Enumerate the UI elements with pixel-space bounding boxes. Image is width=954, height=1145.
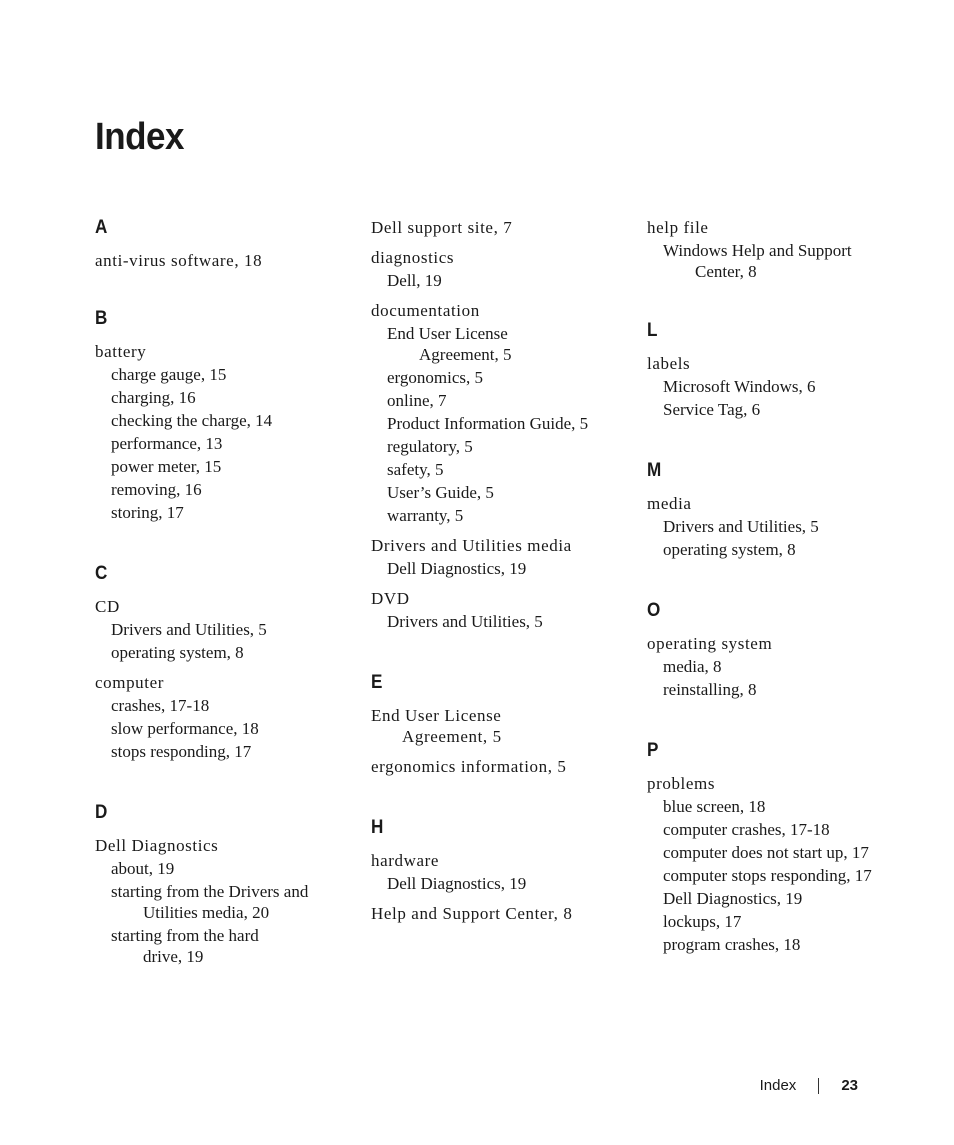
index-subentry: lockups, 17 — [663, 912, 742, 931]
index-subentry: Dell, 19 — [387, 271, 442, 290]
index-subentry: Microsoft Windows, 6 — [663, 377, 816, 396]
index-entry: Dell Diagnostics — [95, 836, 219, 855]
index-subentry: charging, 16 — [111, 388, 196, 407]
section-letter: C — [95, 563, 108, 584]
page-number: 23 — [841, 1077, 858, 1094]
index-subentry: computer stops responding, 17 — [663, 866, 872, 885]
index-entry: documentation — [371, 301, 480, 320]
index-entry: diagnostics — [371, 248, 455, 267]
section-spacer — [95, 272, 365, 307]
index-subentry: reinstalling, 8 — [663, 680, 757, 699]
index-subentry: operating system, 8 — [111, 643, 244, 662]
page-footer — [760, 1077, 858, 1094]
page-title: Index — [95, 116, 185, 158]
index-subentry: power meter, 15 — [111, 457, 222, 476]
index-subentry-continuation: Center, 8 — [695, 262, 757, 281]
index-subentry: computer crashes, 17-18 — [663, 820, 830, 839]
index-subentry: checking the charge, 14 — [111, 411, 273, 430]
index-subentry-continuation: drive, 19 — [143, 947, 204, 966]
index-entry: labels — [647, 354, 691, 373]
index-entry: Help and Support Center, 8 — [371, 904, 573, 923]
section-spacer — [647, 283, 927, 319]
index-entry: help file — [647, 218, 709, 237]
section-spacer — [371, 778, 641, 816]
index-subentry: Service Tag, 6 — [663, 400, 761, 419]
index-subentry: User’s Guide, 5 — [387, 483, 494, 502]
section-spacer — [95, 524, 365, 562]
index-subentry: Drivers and Utilities, 5 — [663, 517, 819, 536]
index-subentry: starting from the Drivers and — [111, 882, 309, 901]
index-entry: hardware — [371, 851, 440, 870]
index-subentry: Windows Help and Support — [663, 241, 852, 260]
section-letter: D — [95, 802, 108, 823]
index-subentry: Drivers and Utilities, 5 — [387, 612, 543, 631]
section-letter: E — [371, 672, 383, 693]
index-entry: Dell support site, 7 — [371, 218, 513, 237]
section-spacer — [647, 421, 927, 459]
index-entry: Drivers and Utilities media — [371, 536, 572, 555]
footer-divider — [818, 1078, 819, 1094]
section-letter: H — [371, 817, 384, 838]
index-subentry: about, 19 — [111, 859, 175, 878]
index-subentry: stops responding, 17 — [111, 742, 252, 761]
section-letter: O — [647, 600, 661, 621]
section-spacer — [371, 633, 641, 671]
index-subentry: starting from the hard — [111, 926, 259, 945]
index-entry: End User License — [371, 706, 502, 725]
index-subentry: crashes, 17-18 — [111, 696, 210, 715]
section-letter: M — [647, 460, 662, 481]
section-letter: P — [647, 740, 659, 761]
index-subentry: regulatory, 5 — [387, 437, 473, 456]
index-entry: problems — [647, 774, 716, 793]
index-subentry: slow performance, 18 — [111, 719, 259, 738]
index-subentry: warranty, 5 — [387, 506, 464, 525]
index-entry-continuation: Agreement, 5 — [402, 727, 502, 746]
index-subentry: Drivers and Utilities, 5 — [111, 620, 267, 639]
index-subentry: End User License — [387, 324, 508, 343]
index-subentry: Dell Diagnostics, 19 — [387, 559, 527, 578]
index-subentry: media, 8 — [663, 657, 722, 676]
index-subentry: online, 7 — [387, 391, 447, 410]
index-subentry: Product Information Guide, 5 — [387, 414, 589, 433]
index-entry: anti-virus software, 18 — [95, 251, 263, 270]
index-subentry: ergonomics, 5 — [387, 368, 484, 387]
index-subentry: computer does not start up, 17 — [663, 843, 869, 862]
index-subentry: performance, 13 — [111, 434, 223, 453]
index-subentry: safety, 5 — [387, 460, 444, 479]
index-subentry: charge gauge, 15 — [111, 365, 227, 384]
index-entry: DVD — [371, 589, 410, 608]
index-subentry: Dell Diagnostics, 19 — [663, 889, 803, 908]
section-spacer — [95, 763, 365, 801]
index-subentry: Dell Diagnostics, 19 — [387, 874, 527, 893]
section-spacer — [647, 561, 927, 599]
section-spacer — [647, 701, 927, 739]
index-entry: CD — [95, 597, 120, 616]
index-entry: battery — [95, 342, 147, 361]
index-subentry: operating system, 8 — [663, 540, 796, 559]
index-column-3 — [647, 216, 927, 956]
index-entry: ergonomics information, 5 — [371, 757, 567, 776]
index-subentry: removing, 16 — [111, 480, 202, 499]
index-subentry-continuation: Agreement, 5 — [419, 345, 512, 364]
index-subentry: blue screen, 18 — [663, 797, 766, 816]
index-column-2 — [371, 216, 641, 925]
section-letter: A — [95, 217, 108, 238]
index-entry: computer — [95, 673, 164, 692]
section-letter: L — [647, 320, 658, 341]
index-column-1 — [95, 216, 365, 968]
index-subentry: storing, 17 — [111, 503, 184, 522]
footer-label: Index — [759, 1077, 797, 1094]
index-subentry: program crashes, 18 — [663, 935, 801, 954]
index-entry: media — [647, 494, 692, 513]
index-subentry-continuation: Utilities media, 20 — [143, 903, 270, 922]
section-letter: B — [95, 308, 108, 329]
index-entry: operating system — [647, 634, 773, 653]
